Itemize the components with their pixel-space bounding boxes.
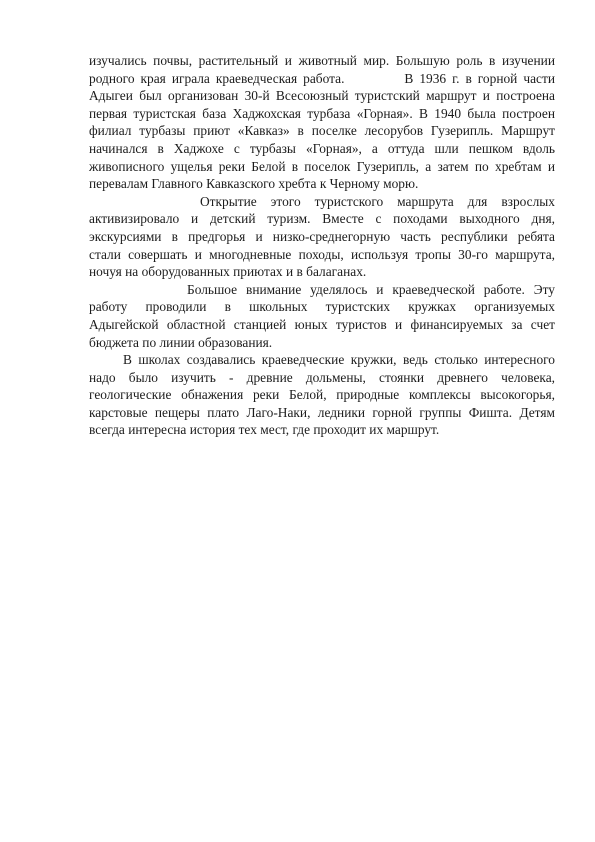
text-line: бюджета по линии образования. — [89, 334, 273, 350]
text-line: активизировало и детский туризм. Вместе с походами выходного дня, — [89, 211, 555, 227]
text-line: первая туристская база Хаджохская турбаза «Горная». В 1940 была построен — [89, 105, 555, 121]
text-line: изучались почвы, растительный и животный мир. Большую роль в изучении — [89, 53, 555, 68]
text-line: экскурсиями в предгорья и низко-среднегорную часть республики ребята — [89, 228, 555, 244]
text-line: живописного ущелья реки Белой в поселок Гузерипль, а затем по хребтам и — [89, 158, 555, 174]
text-line: работу проводили в школьных туристских кружках организуемых — [89, 299, 555, 315]
text-line: В школах создавались краеведческие кружки, ведь столько интересного — [123, 352, 555, 368]
text-line: всегда интересна история тех мест, где проходит их маршрут. — [89, 422, 440, 438]
text-line: Адыгеи был организован 30-й Всесоюзный туристский маршрут и построена — [89, 88, 555, 104]
text-line: надо было изучить - древние дольмены, стоянки древнего человека, — [89, 369, 555, 385]
text-line: Большое внимание уделялось и краеведческой работе. Эту — [187, 281, 555, 297]
text-line: карстовые пещеры плато Лаго-Наки, ледники горной группы Фишта. Детям — [89, 404, 555, 420]
text-line: начинался в Хаджохе с турбазы «Горная», а оттуда шли пешком вдоль — [89, 140, 555, 156]
text-line: ночуя на оборудованных приютах и в балаганах. — [89, 264, 367, 280]
text-line: стали совершать и многодневные походы, используя тропы 30-го маршрута, — [89, 246, 555, 262]
body-text — [89, 52, 555, 439]
text-line: перевалам Главного Кавказского хребта к Черному морю. — [89, 176, 419, 192]
text-line: геологические обнажения реки Белой, природные комплексы высокогорья, — [89, 387, 555, 403]
text-line: родного края играла краеведческая работа. В 1936 г. в горной части — [89, 70, 555, 86]
text-line: Открытие этого туристского маршрута для взрослых — [200, 193, 555, 209]
text-line: Адыгейской областной станцией юных туристов и финансируемых за счет — [89, 316, 555, 332]
text-line: филиал турбазы приют «Кавказ» в поселке лесорубов Гузерипль. Маршрут — [89, 123, 555, 139]
